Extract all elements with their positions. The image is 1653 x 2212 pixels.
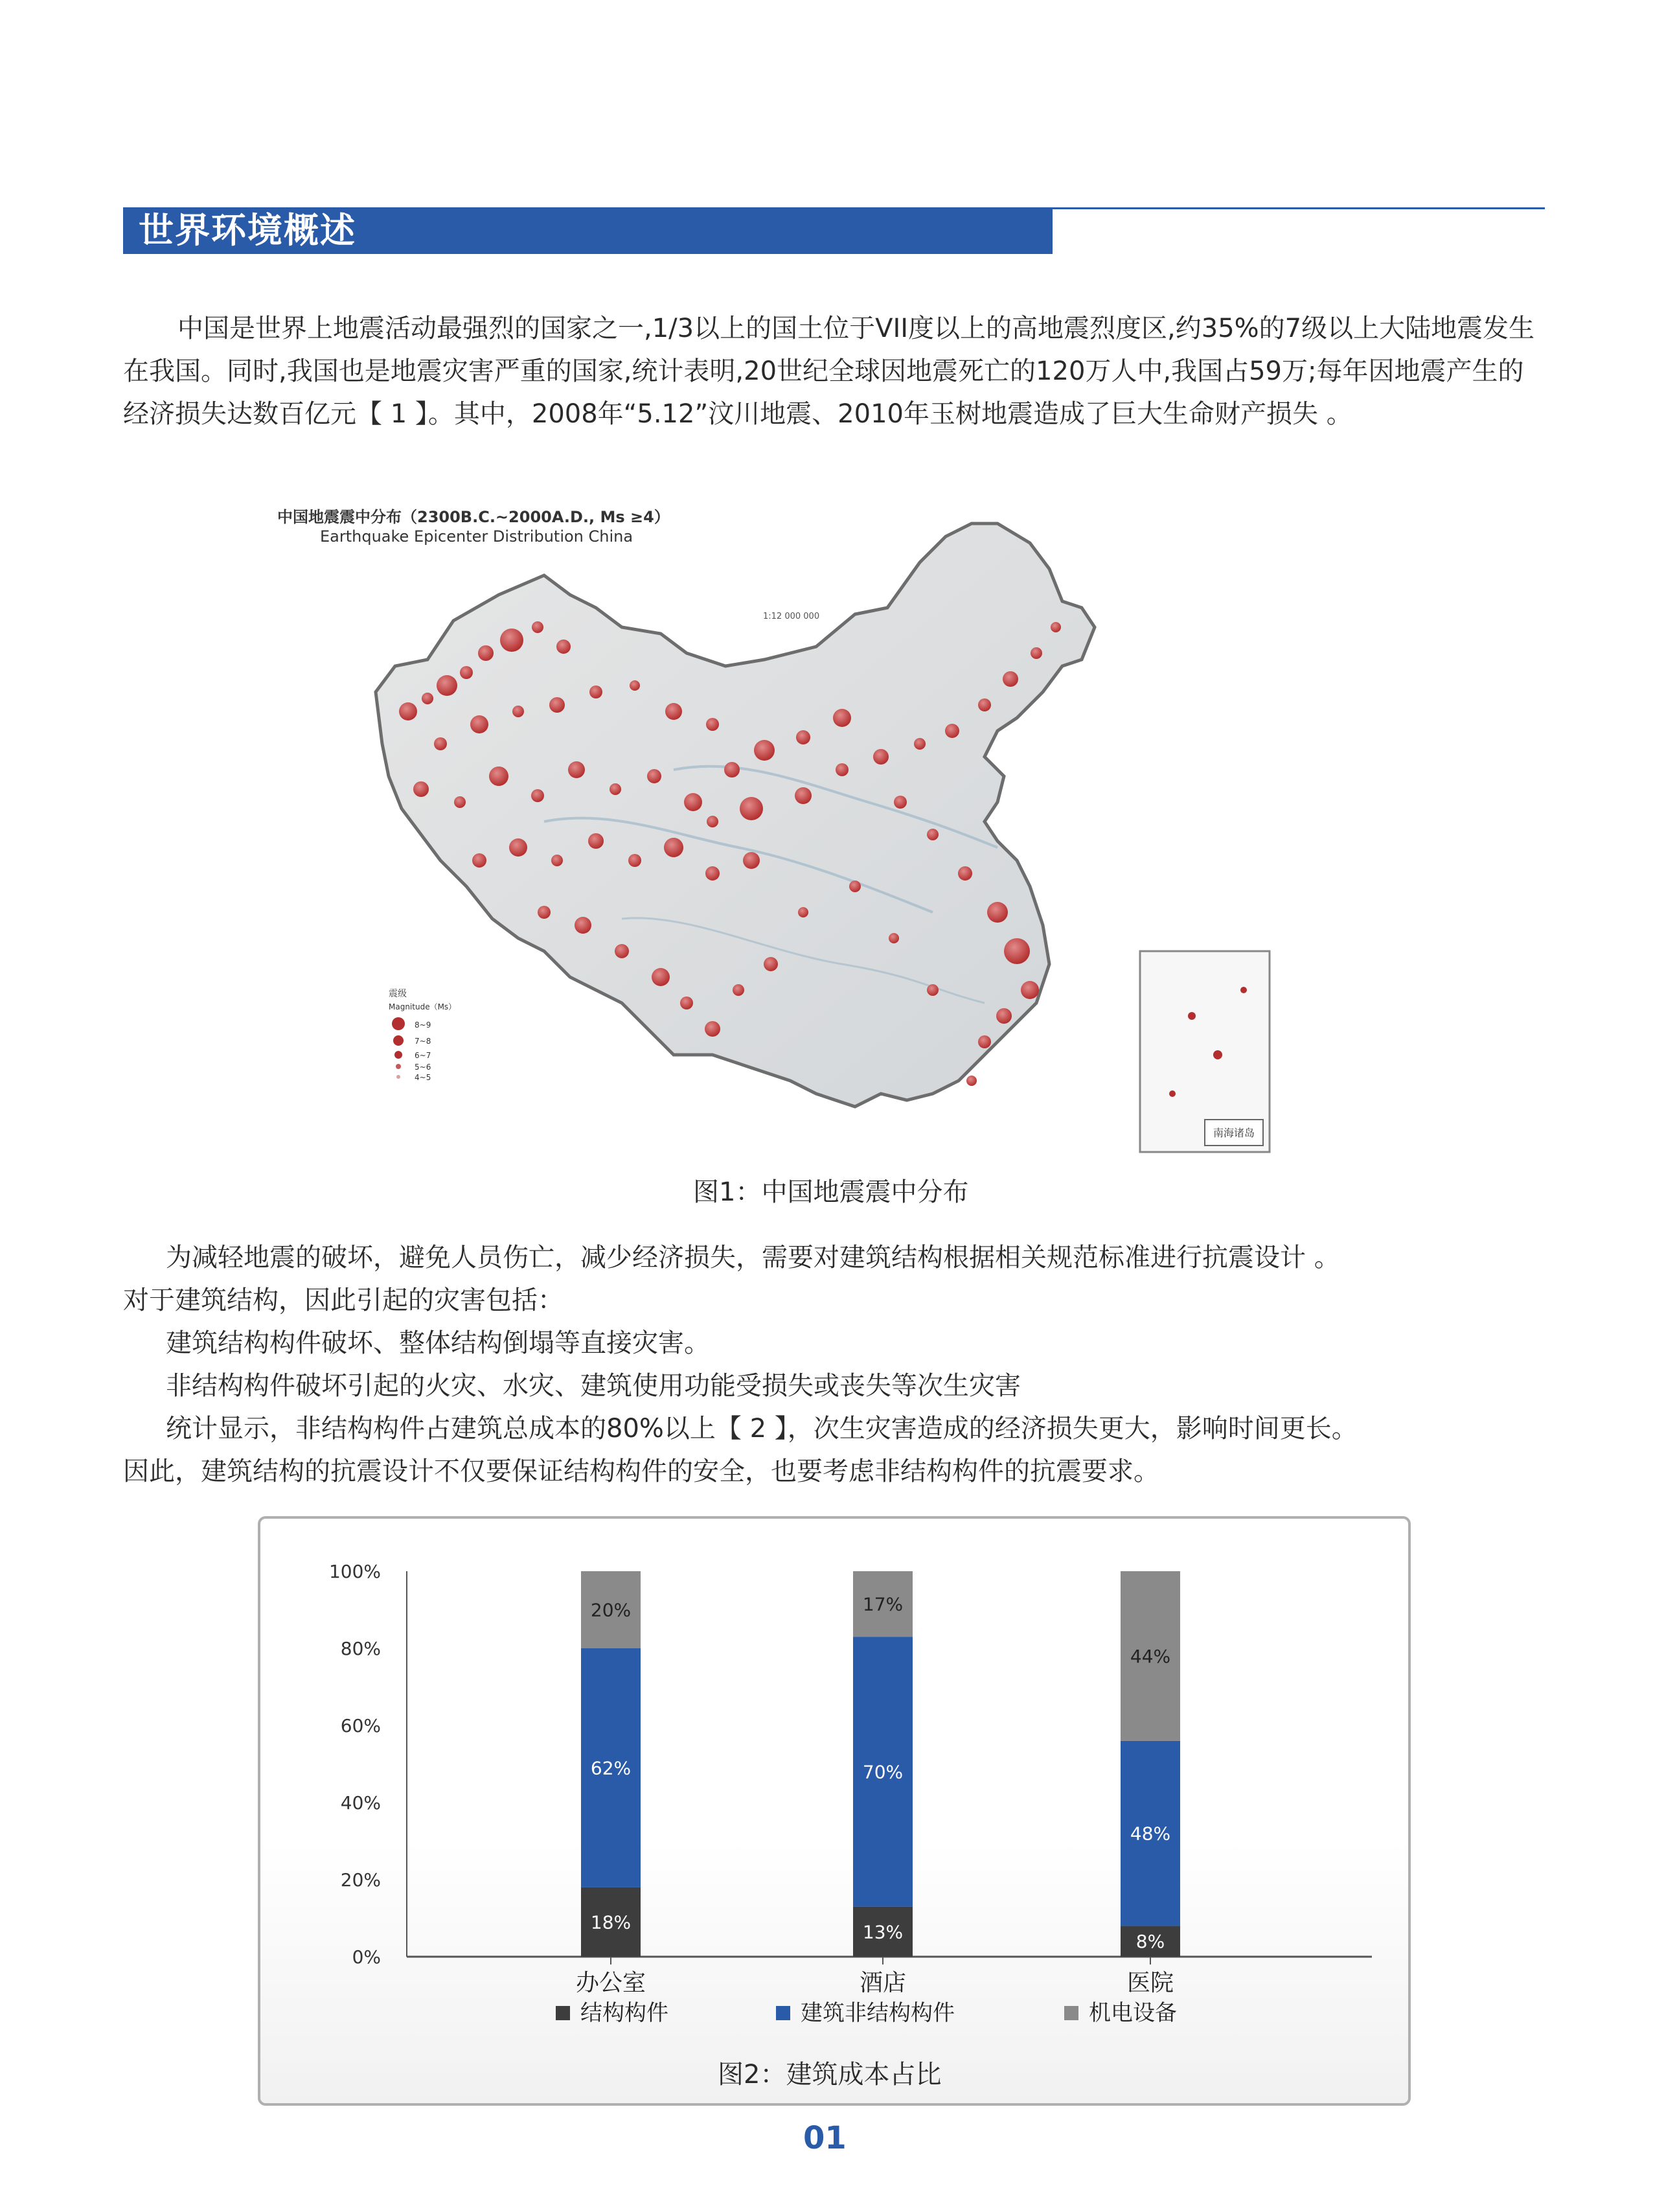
china-earthquake-map [350,498,1282,1158]
body-p1: 为减轻地震的破坏，避免人员伤亡，减少经济损失，需要对建筑结构根据相关规范标准进行抗震设计 。 [166,1243,1340,1273]
map-inset-label: 南海诸岛 [1213,1127,1255,1139]
bar-value-label: 8% [1135,1931,1165,1953]
page-number: 01 [803,2120,847,2156]
china-outline [376,524,1095,1107]
legend-swatch [556,2006,570,2020]
x-tick-label: 酒店 [859,1970,907,1996]
bar-value-label: 48% [1130,1823,1171,1845]
legend-label: 结构构件 [580,2000,668,2026]
map-title-cn: 中国地震震中分布（2300B.C.~2000A.D., Ms ≥4） [277,508,670,526]
svg-text:8~9: 8~9 [415,1020,431,1030]
svg-text:6~7: 6~7 [415,1051,431,1060]
x-tick-label: 医院 [1126,1970,1174,1996]
map-legend-title: 震级 [389,989,407,999]
map-caption: 图1：中国地震震中分布 [693,1177,969,1207]
y-tick-label: 80% [340,1638,381,1659]
section-title: 世界环境概述 [139,210,356,251]
body-p6: 因此，建筑结构的抗震设计不仅要保证结构构件的安全，也要考虑非结构构件的抗震要求。 [123,1457,1159,1486]
map-title-en: Earthquake Epicenter Distribution China [320,527,633,546]
bar-value-label: 20% [590,1599,632,1621]
body-p3: 建筑结构构件破坏、整体结构倒塌等直接灾害。 [166,1328,710,1358]
y-tick-label: 20% [340,1869,381,1891]
cost-stacked-bar-chart [258,1516,1411,2106]
map-legend-subtitle: Magnitude（Ms） [389,1002,457,1011]
bar-value-label: 13% [862,1921,904,1943]
y-tick-label: 0% [352,1946,381,1968]
body-p4: 非结构构件破坏引起的火灾、水灾、建筑使用功能受损失或丧失等次生灾害 [166,1371,1021,1401]
bar-value-label: 18% [590,1911,632,1933]
svg-text:4~5: 4~5 [415,1073,431,1082]
legend-label: 机电设备 [1089,2000,1177,2026]
map-scale: 1:12 000 000 [763,612,820,621]
intro-paragraph: 中国是世界上地震活动最强烈的国家之一,1/3以上的国土位于VII度以上的高地震烈度区,约35%的7级以上大陆地震发生在我国。同时,我国也是地震灾害严重的国家,统计表明,20世纪全球因地震死亡的120万人中,我国占59万;每年因地震产生的经济损失达数百亿元【 1 】。其中，2008年“5.12”汶川地震、2010年玉树地震造成了巨大生命财产损失 。 [123,314,1535,429]
legend-label: 建筑非结构构件 [801,2000,955,2026]
body-paragraphs [123,1236,1548,1493]
svg-text:5~6: 5~6 [415,1063,431,1072]
y-tick-label: 60% [340,1715,381,1736]
y-tick-label: 100% [328,1561,381,1582]
y-tick-label: 40% [340,1792,381,1814]
bar-value-label: 44% [1130,1645,1171,1667]
section-header-rule [1053,207,1545,209]
legend-swatch [1064,2006,1078,2020]
bar-value-label: 62% [590,1757,632,1779]
body-p2: 对于建筑结构，因此引起的灾害包括： [123,1285,564,1315]
x-tick-label: 办公室 [575,1970,646,1996]
bar-value-label: 70% [862,1761,904,1783]
svg-text:7~8: 7~8 [415,1037,431,1046]
bar-value-label: 17% [862,1593,904,1615]
body-p5: 统计显示，非结构构件占建筑总成本的80%以上【 2 】，次生灾害造成的经济损失更大，影响时间更长。 [166,1414,1358,1444]
chart-caption: 图2：建筑成本占比 [718,2060,942,2090]
legend-swatch [776,2006,790,2020]
